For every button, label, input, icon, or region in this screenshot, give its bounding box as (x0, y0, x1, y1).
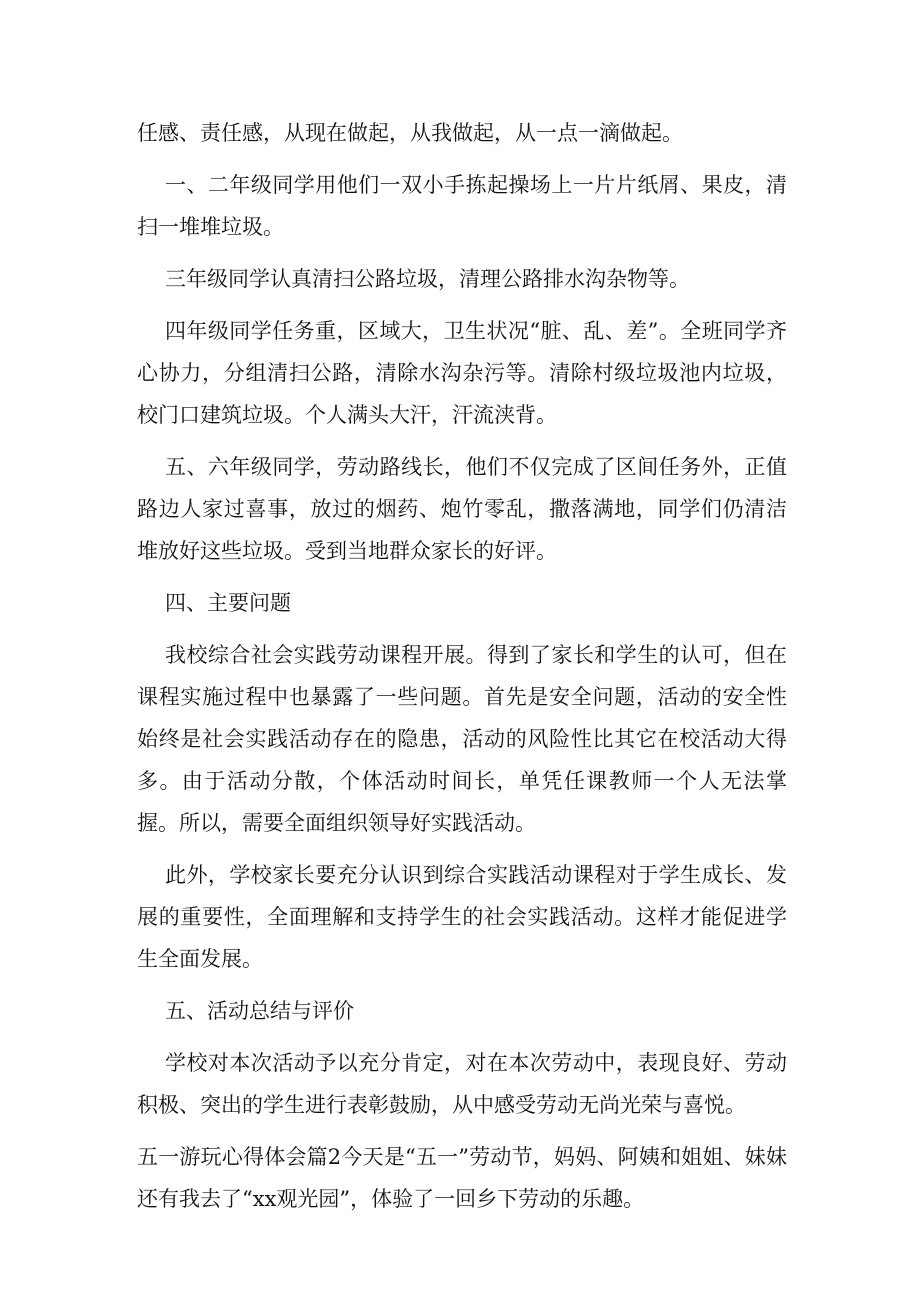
document-body (137, 112, 787, 1230)
paragraph-grades-5-6: 五、六年级同学，劳动路线长，他们不仅完成了区间任务外，正值路边人家过喜事，放过的烟药、炮竹零乱，撒落满地，同学们仍清洁堆放好这些垃圾。受到当地群众家长的好评。 (137, 455, 787, 563)
section-heading-summary: 五、活动总结与评价 (165, 999, 354, 1023)
section-heading-main-problems: 四、主要问题 (165, 591, 291, 615)
paragraph-grade-4: 四年级同学任务重，区域大，卫生状况“脏、乱、差”。全班同学齐心协力，分组清扫公路，清除水沟杂污等。清除村级垃圾池内垃圾，校门口建筑垃圾。个人满头大汗，汗流浃背。 (137, 319, 787, 427)
paragraph-furthermore: 此外，学校家长要充分认识到综合实践活动课程对于学生成长、发展的重要性，全面理解和支持学生的社会实践活动。这样才能促进学生全面发展。 (137, 863, 787, 971)
paragraph-problems: 我校综合社会实践劳动课程开展。得到了家长和学生的认可，但在课程实施过程中也暴露了一些问题。首先是安全问题，活动的安全性始终是社会实践活动存在的隐患，活动的风险性比其它在校活动大得多。由于活动分散，个体活动时间长，单凭任课教师一个人无法掌握。所以，需要全面组织领导好实践活动。 (137, 643, 787, 835)
paragraph-grades-1-2: 一、二年级同学用他们一双小手拣起操场上一片片纸屑、果皮，清扫一堆堆垃圾。 (137, 173, 787, 239)
paragraph-grade-3: 三年级同学认真清扫公路垃圾，清理公路排水沟杂物等。 (165, 267, 690, 291)
paragraph-summary: 学校对本次活动予以充分肯定，对在本次劳动中，表现良好、劳动积极、突出的学生进行表彰鼓励，从中感受劳动无尚光荣与喜悦。 (137, 1051, 787, 1117)
paragraph-essay-2-intro: 五一游玩心得体会篇2今天是“五一”劳动节，妈妈、阿姨和姐姐、妹妹还有我去了“xx观光园”，体验了一回乡下劳动的乐趣。 (137, 1145, 787, 1211)
paragraph-continuation: 任感、责任感，从现在做起，从我做起，从一点一滴做起。 (137, 121, 683, 145)
